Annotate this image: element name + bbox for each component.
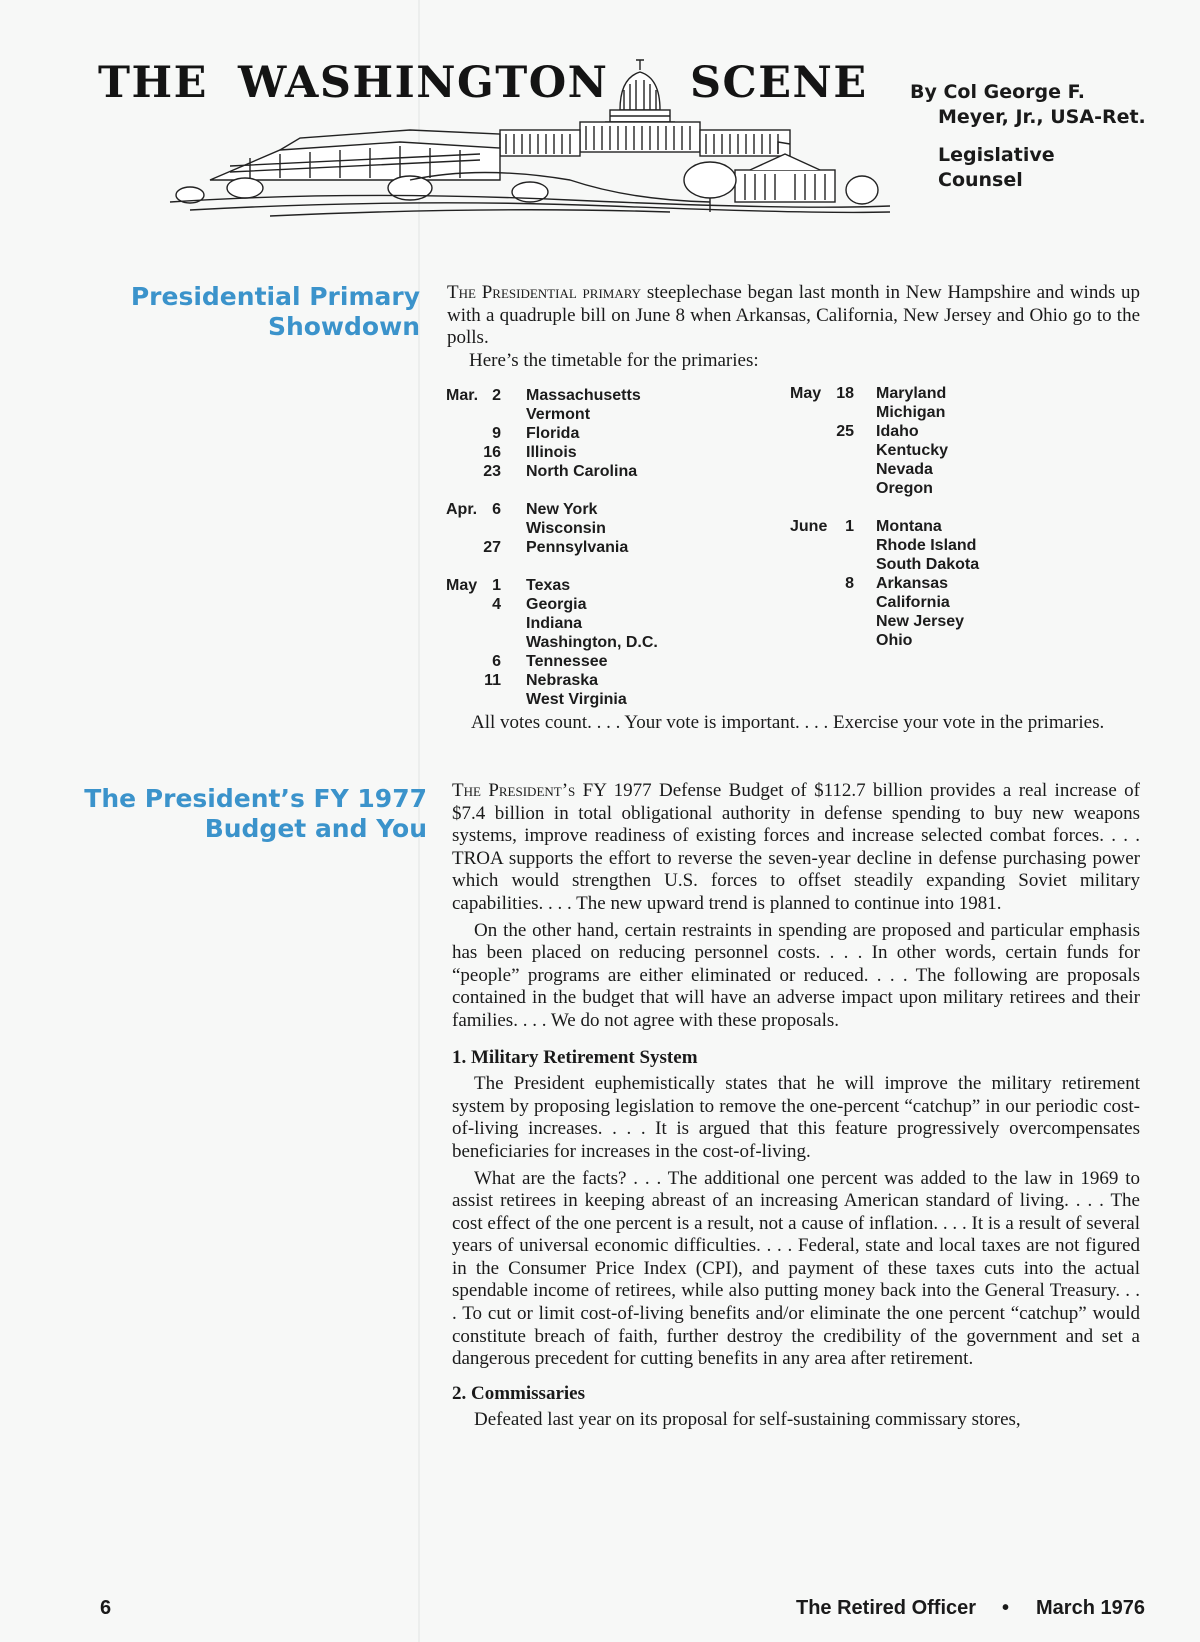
role-line-1: Legislative xyxy=(938,144,1055,166)
timetable-state: New Jersey xyxy=(876,613,965,630)
timetable-state: Montana xyxy=(876,518,942,535)
timetable-state: Texas xyxy=(526,577,571,594)
timetable-day: 16 xyxy=(483,444,501,461)
timetable-state: Kentucky xyxy=(876,442,949,459)
timetable-state: Nevada xyxy=(876,461,933,478)
masthead-word-scene: SCENE xyxy=(690,58,868,108)
section2-paragraph-2: On the other hand, certain restraints in spending are proposed and particular emphasis has been placed on reducing personnel costs. . . . In other words, certain funds for “people” programs are either eliminated or reduced. . . . The following are proposals contained in the budget that will have an adverse impact upon military retirees and their families. . . . We do not agree with these proposals. xyxy=(452,919,1140,1031)
lead-smallcaps: The Presidential primary xyxy=(447,282,642,303)
commissaries-paragraph-1: Defeated last year on its proposal for self-sustaining commissary stores, xyxy=(474,1409,1021,1431)
role-line-2: Counsel xyxy=(938,169,1023,191)
timetable-day: 4 xyxy=(492,596,501,613)
timetable-state: Maryland xyxy=(876,385,947,402)
section1-closing xyxy=(449,712,1140,735)
timetable-state: Tennessee xyxy=(526,653,608,670)
timetable-state: Georgia xyxy=(526,596,587,613)
masthead-word-washington: WASHINGTON xyxy=(238,58,609,108)
timetable-day: 2 xyxy=(492,387,501,404)
timetable-state: North Carolina xyxy=(526,463,638,480)
timetable-state: Vermont xyxy=(526,406,591,423)
timetable-day: 1 xyxy=(492,577,501,594)
subhead-commissaries: 2. Commissaries xyxy=(452,1382,585,1404)
timetable-day: 27 xyxy=(483,539,501,556)
retirement-paragraph-2: What are the facts? . . . The additional one percent was added to the law in 1969 to assist retirees in keeping abreast of an increasing American standard of living. . . . The cost effect of the one percent is a result, not a cause of inflation. . . . It is a result of several years of universal economic difficulties. . . . Federal, state and local taxes are not figured in the Consumer Price Index (CPI), and payment of these taxes cuts into the actual spendable income of retirees, while also putting money back into the General Treasury. . . . To cut or limit cost-of-living benefits and/or eliminate the one percent “catchup” would constitute breach of faith, further destroy the credibility of the government and set a dangerous precedent for cutting benefits in any area after retirement. xyxy=(452,1167,1140,1370)
washington-skyline-illustration xyxy=(150,30,910,222)
byline-line-2: Meyer, Jr., USA-Ret. xyxy=(938,106,1146,128)
timetable-state: Idaho xyxy=(876,423,919,440)
author-role xyxy=(938,143,1055,193)
retirement-paragraph-1: The President euphemistically states that he will improve the military retirement system by proposing legislation to remove the one-percent “catchup” in our periodic cost-of-living increases. . . . It is argued that this feature progressively overcompensates beneficiaries for increases in the cost-of-living. xyxy=(452,1073,1140,1162)
timetable-state: Washington, D.C. xyxy=(526,634,658,651)
section1-lead-paragraph xyxy=(447,282,1140,350)
primaries-timetable-left xyxy=(446,386,746,706)
timetable-state: Arkansas xyxy=(876,575,949,592)
timetable-day: 9 xyxy=(492,425,501,442)
headline-line-1: Presidential Primary xyxy=(130,282,420,311)
timetable-state: West Virginia xyxy=(526,691,627,708)
author-byline xyxy=(910,80,1146,130)
timetable-state: Massachusetts xyxy=(526,387,641,404)
timetable-state: South Dakota xyxy=(876,556,980,573)
timetable-month: May xyxy=(790,385,822,402)
issue-date: March 1976 xyxy=(1036,1597,1145,1619)
timetable-state: Oregon xyxy=(876,480,933,497)
timetable-month: June xyxy=(790,518,828,535)
lead-rest: FY 1977 Defense Budget of $112.7 billion provides a real increase of $7.4 billion in total obligational authority in defense spending to buy new weapons systems, improve readiness of existing forces and increase selected combat forces. . . . TROA supports the effort to reverse the seven-year decline in defense purchasing power which would strengthen U.S. forces to offset steadily expanding Soviet military capabilities. . . . The new upward trend is planned to continue into 1981. xyxy=(452,780,1140,914)
timetable-state: California xyxy=(876,594,950,611)
lead-smallcaps: The President’s xyxy=(452,780,576,801)
masthead-word-the: THE xyxy=(98,58,208,108)
timetable-day: 25 xyxy=(836,423,854,440)
headline-line-2: Budget and You xyxy=(204,814,427,843)
headline-line-1: The President’s FY 1977 xyxy=(84,784,427,813)
timetable-day: 6 xyxy=(492,653,501,670)
timetable-state: Florida xyxy=(526,425,580,442)
lead-rest: steeplechase began last month in New Hampshire and winds up with a quadruple bill on June 8 when Arkansas, California, New Jersey and Ohio go to the polls. xyxy=(447,282,1140,349)
headline-presidential-primary xyxy=(131,282,420,342)
headline-line-2: Showdown xyxy=(267,312,420,341)
timetable-day: 23 xyxy=(483,463,501,480)
timetable-state: Wisconsin xyxy=(526,520,606,537)
closing-paragraph: All votes count. . . . Your vote is important. . . . Exercise your vote in the primaries. xyxy=(471,712,1105,733)
headline-fy1977-budget xyxy=(84,784,427,844)
timetable-state: Rhode Island xyxy=(876,537,977,554)
section2-lead-paragraph xyxy=(452,780,1140,916)
byline-line-1: By Col George F. xyxy=(910,81,1086,103)
timetable-state: Ohio xyxy=(876,632,913,649)
section2-body xyxy=(452,780,1140,1432)
timetable-day: 11 xyxy=(484,672,501,689)
timetable-day: 1 xyxy=(845,518,854,535)
subhead-retirement-system: 1. Military Retirement System xyxy=(452,1046,698,1068)
timetable-state: Michigan xyxy=(876,404,946,421)
timetable-state: New York xyxy=(526,501,598,518)
section1-intro: Here’s the timetable for the primaries: xyxy=(469,349,759,371)
timetable-state: Pennsylvania xyxy=(526,539,629,556)
timetable-state: Illinois xyxy=(526,444,577,461)
timetable-month: Mar. xyxy=(446,387,479,404)
timetable-day: 18 xyxy=(836,385,854,402)
footer-separator: • xyxy=(1002,1597,1010,1619)
primaries-timetable-right xyxy=(790,384,1090,649)
page-number: 6 xyxy=(100,1597,112,1619)
timetable-month: Apr. xyxy=(446,501,478,518)
timetable-state: Nebraska xyxy=(526,672,599,689)
section1-body xyxy=(447,282,1140,372)
publication-name: The Retired Officer xyxy=(796,1597,977,1619)
timetable-state: Indiana xyxy=(526,615,583,632)
timetable-day: 6 xyxy=(492,501,501,518)
timetable-month: May xyxy=(446,577,478,594)
timetable-day: 8 xyxy=(845,575,854,592)
